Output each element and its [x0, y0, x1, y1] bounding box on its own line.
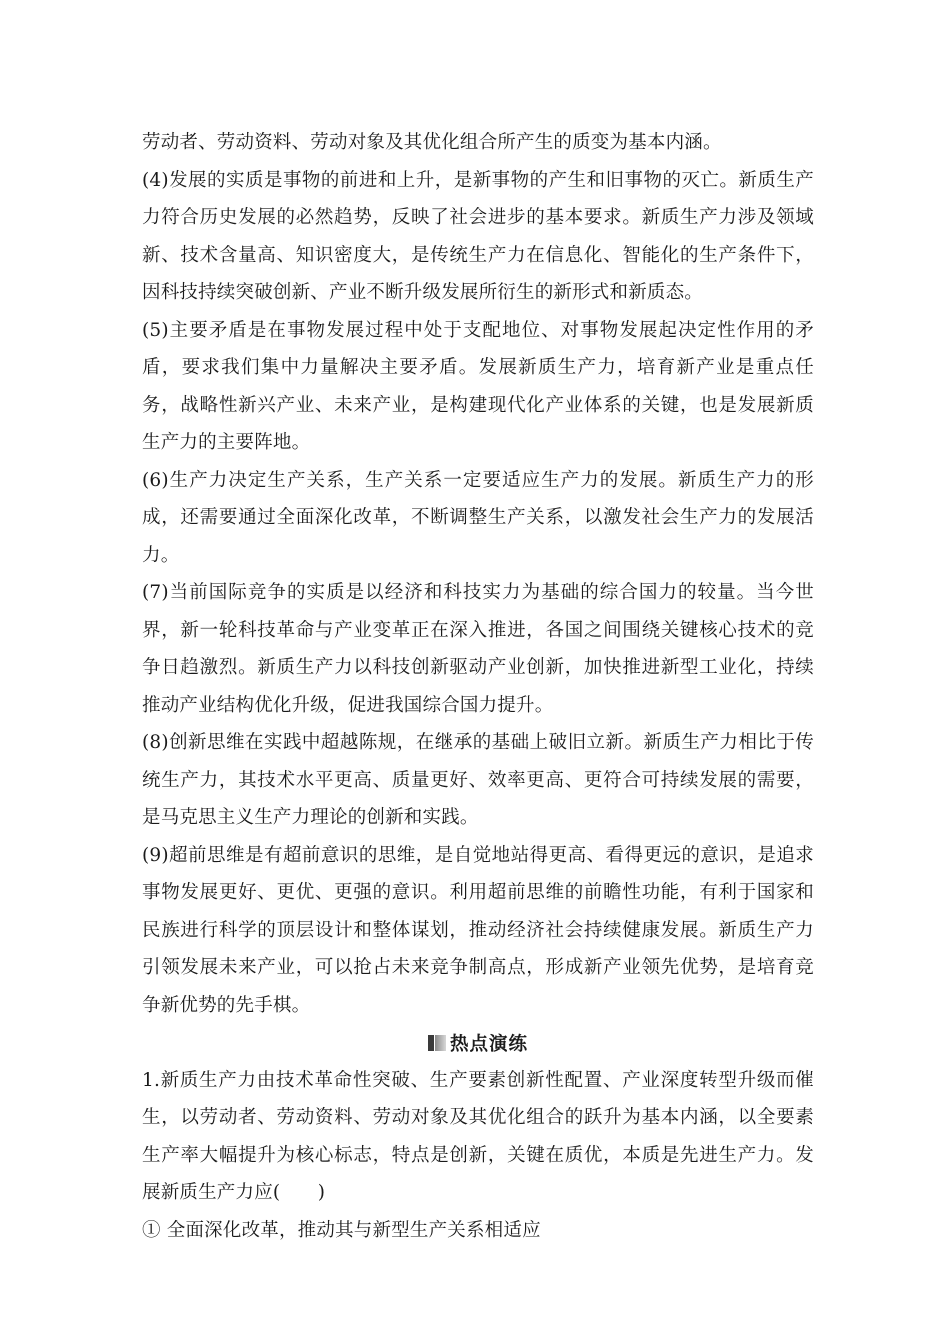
section-title: 热点演练 — [449, 1033, 528, 1055]
paragraph-point-9: (9)超前思维是有超前意识的思维，是自觉地站得更高、看得更远的意识，是追求事物发展更好、更优、更强的意识。利用超前思维的前瞻性功能，有利于国家和民族进行科学的顶层设计和整体谋划，推动经济社会持续健康发展。新质生产力引领发展未来产业，可以抢占未来竞争制高点，形成新产业领先优势，是培育竞争新优势的先手棋。 — [142, 844, 814, 1016]
section-marker-icon — [428, 1034, 446, 1052]
paragraph-point-4: (4)发展的实质是事物的前进和上升，是新事物的产生和旧事物的灭亡。新质生产力符合历史发展的必然趋势，反映了社会进步的基本要求。新质生产力涉及领域新、技术含量高、知识密度大，是传统生产力在信息化、智能化的生产条件下，因科技持续突破创新、产业不断升级发展所衍生的新形式和新质态。 — [142, 169, 814, 303]
paragraph-point-6: (6)生产力决定生产关系，生产关系一定要适应生产力的发展。新质生产力的形成，还需要通过全面深化改革，不断调整生产关系，以激发社会生产力的发展活力。 — [142, 469, 814, 566]
paragraph-point-5: (5)主要矛盾是在事物发展过程中处于支配地位、对事物发展起决定性作用的矛盾，要求我们集中力量解决主要矛盾。发展新质生产力，培育新产业是重点任务，战略性新兴产业、未来产业，是构建现代化产业体系的关键，也是发展新质生产力的主要阵地。 — [142, 319, 814, 453]
question-stem: 1.新质生产力由技术革命性突破、生产要素创新性配置、产业深度转型升级而催生，以劳动者、劳动资料、劳动对象及其优化组合的跃升为基本内涵，以全要素生产率大幅提升为核心标志，特点是创新，关键在质优，本质是先进生产力。发展新质生产力应( ) — [142, 1069, 814, 1203]
paragraph-point-8: (8)创新思维在实践中超越陈规，在继承的基础上破旧立新。新质生产力相比于传统生产力，其技术水平更高、质量更好、效率更高、更符合可持续发展的需要，是马克思主义生产力理论的创新和实践。 — [142, 732, 814, 828]
question-option: ① 全面深化改革，推动其与新型生产关系相适应 — [142, 1219, 541, 1241]
paragraph-continuation: 劳动者、劳动资料、劳动对象及其优化组合所产生的质变为基本内涵。 — [142, 132, 722, 153]
document-page — [142, 124, 814, 1249]
paragraph-point-7: (7)当前国际竞争的实质是以经济和科技实力为基础的综合国力的较量。当今世界，新一轮科技革命与产业变革正在深入推进，各国之间围绕关键核心技术的竞争日趋激烈。新质生产力以科技创新驱动产业创新，加快推进新型工业化，持续推动产业结构优化升级，促进我国综合国力提升。 — [142, 582, 814, 716]
section-heading — [142, 1024, 814, 1062]
